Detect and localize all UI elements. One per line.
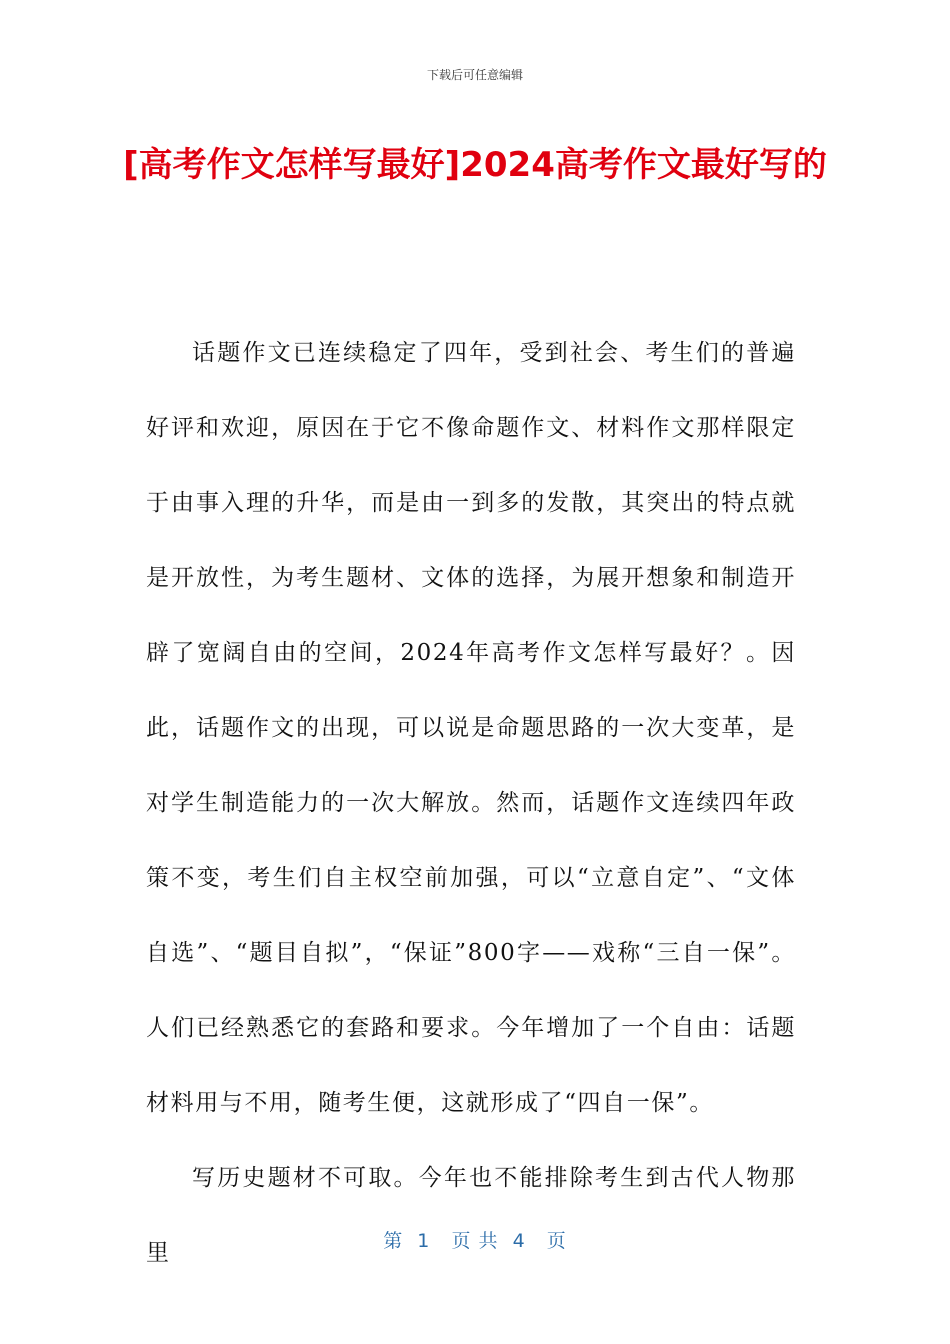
- paragraph-2: 写历史题材不可取。今年也不能排除考生到古代人物那里: [146, 1165, 796, 1266]
- document-body: [146, 316, 796, 1291]
- paragraph-1: 话题作文已连续稳定了四年，受到社会、考生们的普遍好评和欢迎，原因在于它不像命题作文、材料作文那样限定于由事入理的升华，而是由一到多的发散，其突出的特点就是开放性，为考生题材、文体的选择，为展开想象和制造开辟了宽阔自由的空间，2024年高考作文怎样写最好？。因此，话题作文的出现，可以说是命题思路的一次大变革，是对学生制造能力的一次大解放。然而，话题作文连续四年政策不变，考生们自主权空前加强，可以“立意自定”、“文体自选”、“题目自拟”，“保证”800字——戏称“三自一保”。人们已经熟悉它的套路和要求。今年增加了一个自由：话题材料用与不用，随考生便，这就形成了“四自一保”。: [146, 340, 796, 1116]
- page-number-footer: 第 1 页 共 4 页: [383, 1230, 567, 1252]
- header-note: 下载后可任意编辑: [426, 68, 523, 82]
- document-title: [高考作文怎样写最好]2024高考作文最好写的: [123, 145, 827, 185]
